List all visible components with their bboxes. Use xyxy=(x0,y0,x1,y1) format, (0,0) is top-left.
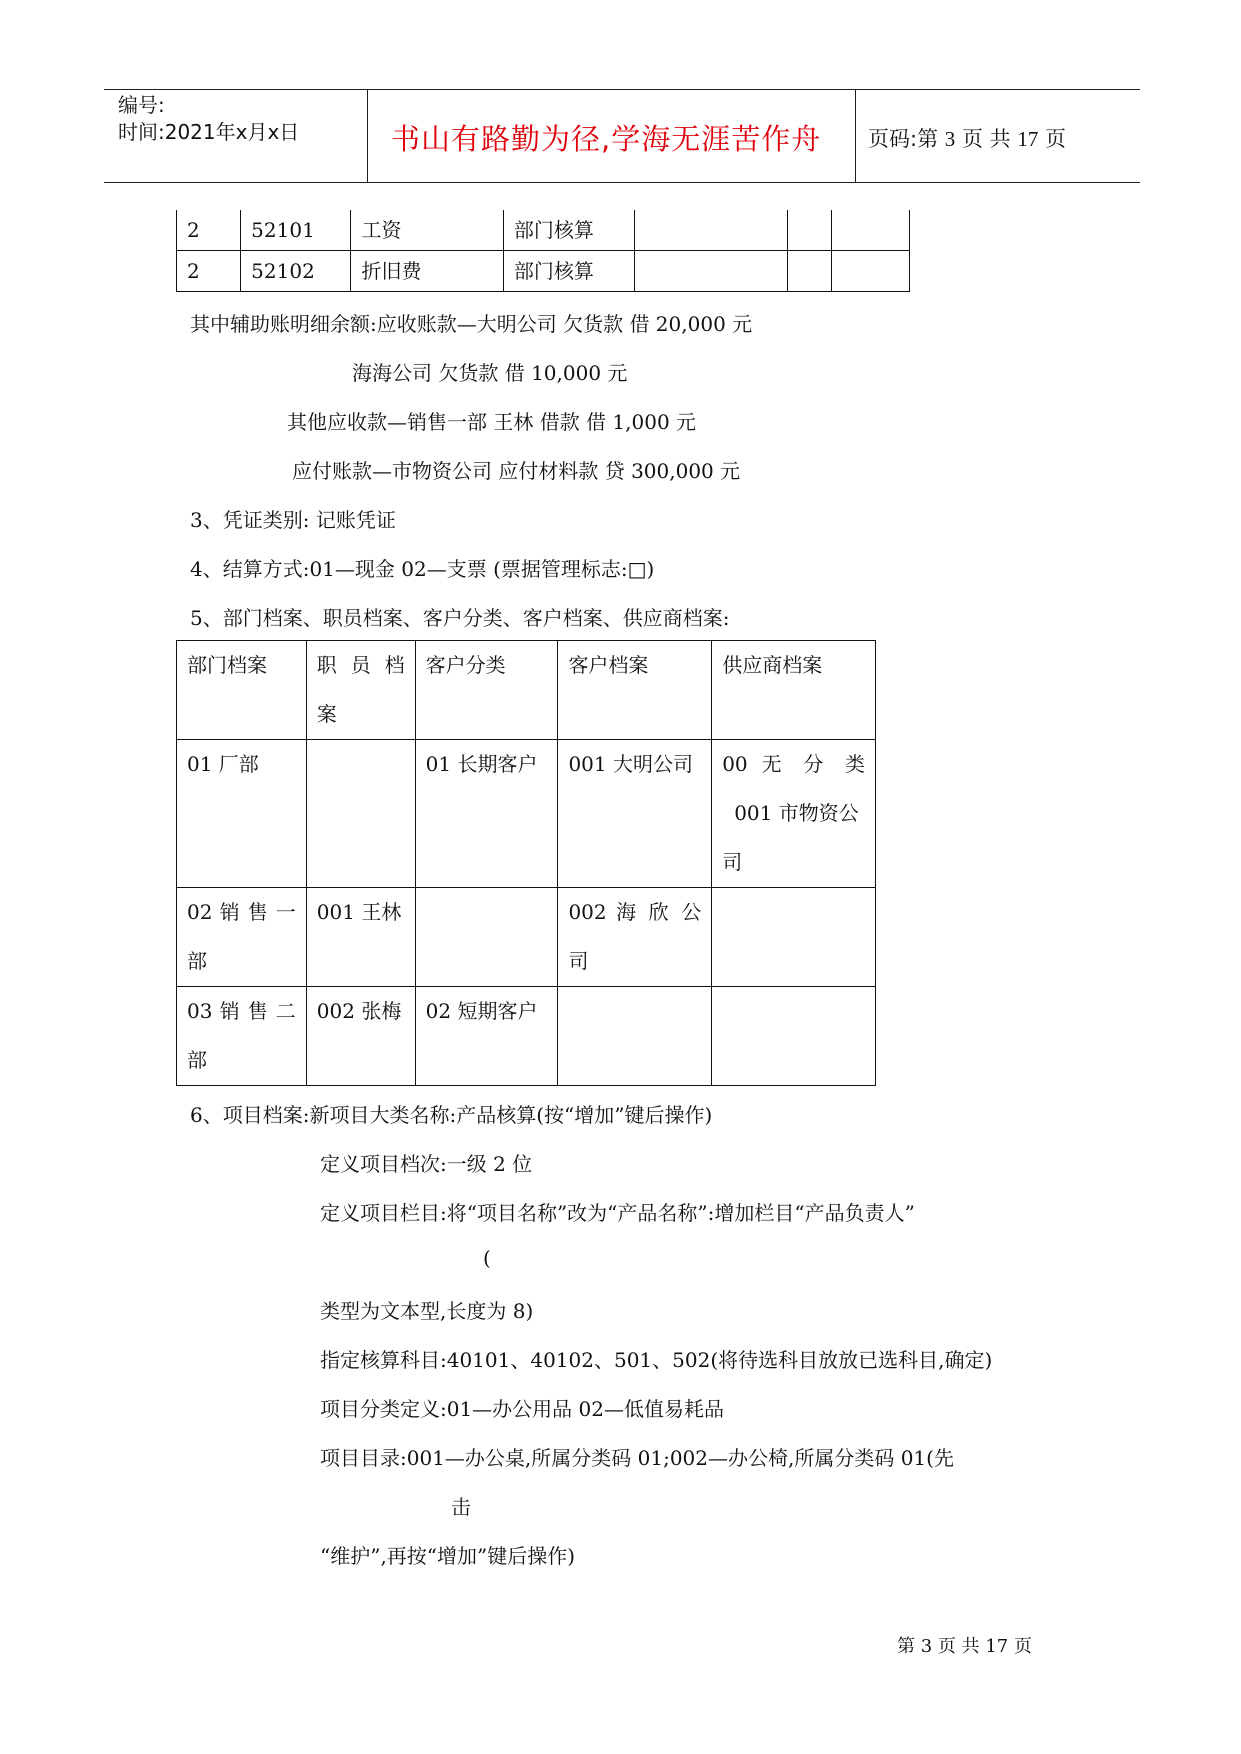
section-project-title: 6、项目档案:新项目大类名称:产品核算(按“增加”键后操作) xyxy=(190,1103,713,1127)
header-dept: 部门档案 xyxy=(177,641,307,740)
table-row xyxy=(177,987,876,1086)
dept-text: 01 厂部 xyxy=(187,752,259,776)
header-customer: 客户档案 xyxy=(558,641,712,740)
account-level: 2 xyxy=(177,210,241,251)
page-footer: 第 3 页 共 17 页 xyxy=(897,1636,1032,1657)
table-row xyxy=(177,210,910,251)
supplier-cell xyxy=(712,987,876,1086)
section-voucher-type: 3、凭证类别: 记账凭证 xyxy=(190,508,396,532)
document-number-label: 编号: xyxy=(118,93,165,117)
customer-text: 司 xyxy=(568,949,589,973)
supplier-cell xyxy=(712,888,876,987)
header-supplier: 供应商档案 xyxy=(712,641,876,740)
page-suffix: 页 xyxy=(1045,127,1067,151)
dept-text: 部 xyxy=(187,949,207,973)
customer-category-cell: 01 长期客户 xyxy=(415,740,558,888)
supplier-line: 00 无 分 类 xyxy=(722,752,865,776)
section-settlement: 4、结算方式:01—现金 02—支票 (票据管理标志:□) xyxy=(190,557,655,581)
header-top-rule xyxy=(104,89,1140,90)
dept-cell xyxy=(177,740,307,888)
header-employee-line2: 案 xyxy=(316,702,337,726)
table-row xyxy=(177,251,910,292)
table-row xyxy=(177,740,876,888)
dept-cell xyxy=(177,987,307,1086)
project-line: 项目分类定义:01—办公用品 02—低值易耗品 xyxy=(320,1397,724,1421)
account-level: 2 xyxy=(177,251,241,292)
header-motto: 书山有路勤为径,学海无涯苦作舟 xyxy=(391,122,822,156)
account-name: 工资 xyxy=(351,210,503,251)
project-line: 类型为文本型,长度为 8) xyxy=(320,1299,534,1323)
project-line: 指定核算科目:40101、40102、501、502(将待选科目放放已选科目,确定) xyxy=(320,1348,993,1372)
project-line: 项目目录:001—办公桌,所属分类码 01;002—办公椅,所属分类码 01(先 xyxy=(320,1446,954,1470)
account-aux: 部门核算 xyxy=(503,210,634,251)
aux-balance-line: 海海公司 欠货款 借 10,000 元 xyxy=(352,361,628,385)
customer-category-cell: 02 短期客户 xyxy=(415,987,558,1086)
project-line: “维护”,再按“增加”键后操作) xyxy=(320,1544,576,1568)
table-row xyxy=(177,888,876,987)
empty-cell xyxy=(635,210,787,251)
project-line: 击 xyxy=(451,1495,471,1519)
account-code: 52101 xyxy=(241,210,351,251)
customer-category-cell xyxy=(415,888,558,987)
customer-cell: 001 大明公司 xyxy=(558,740,712,888)
document-time-label: 时间:2021年x月x日 xyxy=(118,120,300,144)
section-archives-title: 5、部门档案、职员档案、客户分类、客户档案、供应商档案: xyxy=(190,606,730,630)
header-employee xyxy=(306,641,415,740)
aux-balance-line: 其中辅助账明细余额:应收账款—大明公司 欠货款 借 20,000 元 xyxy=(190,312,753,336)
account-aux: 部门核算 xyxy=(503,251,634,292)
project-line: 定义项目档次:一级 2 位 xyxy=(320,1152,533,1176)
project-line: 定义项目栏目:将“项目名称”改为“产品名称”:增加栏目“产品负责人” xyxy=(320,1201,915,1225)
page-number: 3 xyxy=(944,127,956,151)
supplier-line: 001 市物资公 xyxy=(734,801,859,825)
page-prefix: 页码:第 xyxy=(868,127,939,151)
header-divider-right xyxy=(855,90,856,182)
account-table xyxy=(176,210,910,292)
archive-table xyxy=(176,640,876,1086)
employee-cell: 002 张梅 xyxy=(306,987,415,1086)
account-name: 折旧费 xyxy=(351,251,503,292)
empty-cell xyxy=(831,210,909,251)
employee-cell xyxy=(306,740,415,888)
empty-cell xyxy=(787,210,831,251)
empty-cell xyxy=(787,251,831,292)
supplier-cell xyxy=(712,740,876,888)
header-bottom-rule xyxy=(104,182,1140,183)
dept-cell xyxy=(177,888,307,987)
account-code: 52102 xyxy=(241,251,351,292)
header-divider-left xyxy=(367,90,368,182)
customer-text: 002 海 欣 公 xyxy=(568,900,702,924)
customer-cell xyxy=(558,888,712,987)
empty-cell xyxy=(635,251,787,292)
dept-text: 03 销 售 二 xyxy=(187,999,296,1023)
project-line: ( xyxy=(483,1246,491,1270)
header-employee-line1: 职 员 档 xyxy=(316,653,405,677)
page-mid: 页 共 xyxy=(961,127,1011,151)
page-total: 17 xyxy=(1017,127,1039,151)
customer-cell xyxy=(558,987,712,1086)
aux-balance-line: 其他应收款—销售一部 王林 借款 借 1,000 元 xyxy=(287,410,697,434)
dept-text: 部 xyxy=(187,1048,207,1072)
header-customer-category: 客户分类 xyxy=(415,641,558,740)
dept-text: 02 销 售 一 xyxy=(187,900,296,924)
aux-balance-line: 应付账款—市物资公司 应付材料款 贷 300,000 元 xyxy=(292,459,741,483)
supplier-line: 司 xyxy=(722,850,743,874)
empty-cell xyxy=(831,251,909,292)
header-page-indicator xyxy=(868,123,1066,153)
employee-cell: 001 王林 xyxy=(306,888,415,987)
table-header-row xyxy=(177,641,876,740)
